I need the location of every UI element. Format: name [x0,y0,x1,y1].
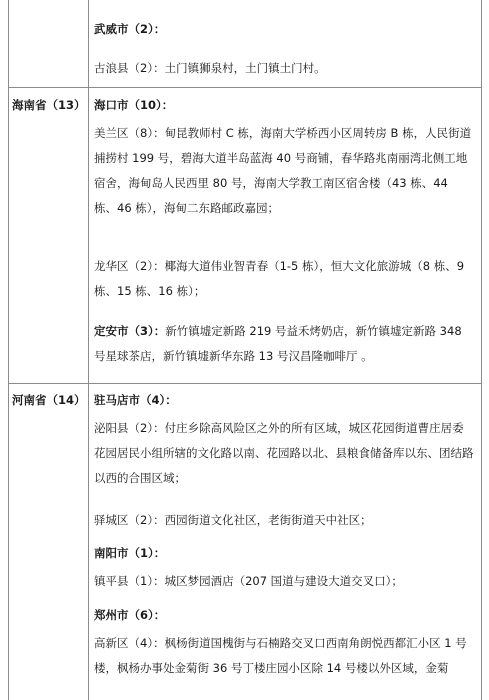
district-entry-yicheng: 驿城区（2）：西园街道文化社区，老街街道天中社区； [94,513,372,527]
city-heading-haikou: 海口市（10）： [94,98,174,112]
city-heading-dingan: 定安市（3）： [94,324,166,338]
table-border-left [8,0,9,700]
county-entry-gulang: 古浪县（2）：土门镇狮泉村，土门镇土门村。 [94,61,326,75]
city-heading-zhengzhou: 郑州市（6）： [94,608,166,622]
province-cell-hainan: 海南省（13） [12,98,86,112]
dingan-locations: 新竹镇墟定新路 219 号益禾烤奶店，新竹镇墟定新路 348 号星球茶店，新竹镇墟新华东路 13 号汉昌隆咖啡厅 。 [94,324,462,363]
county-entry-zhenping: 镇平县（1）：城区梦园酒店（207 国道与建设大道交叉口）； [94,574,403,588]
district-entry-meilan: 美兰区（8）：甸昆教师村 C 栋，海南大学桥西小区周转房 B 栋，人民街道捕捞村 199 号，碧海大道半岛蓝海 40 号商铺，春华路兆南丽湾北侧工地宿舍，海甸岛人民西里 80 号，海南大学教工南区宿舍楼（43 栋、44 栋、46 栋），海甸二东路邮政嘉园； [94,126,472,215]
table-border-right [481,0,482,700]
city-heading-zhumadian: 驻马店市（4）： [94,393,177,407]
city-entry-dingan [94,319,474,369]
district-entry-longhua: 龙华区（2）：椰海大道伟业智青春（1-5 栋），恒大文化旅游城（8 栋、9 栋、15 栋、16 栋）； [94,259,465,298]
table-column-divider [88,0,89,700]
city-heading-wuwei: 武威市（2）： [94,22,166,36]
row-divider [8,383,482,384]
province-cell-henan: 河南省（14） [12,393,86,407]
district-entry-gaoxin: 高新区（4）：枫杨街道国槐街与石楠路交叉口西南角朗悦西都汇小区 1 号楼，枫杨办事处金菊街 36 号丁楼庄园小区除 14 号楼以外区域，金菊 [94,636,467,675]
notice-table [8,0,482,700]
row-divider [8,87,482,88]
city-heading-nanyang: 南阳市（1）： [94,546,166,560]
county-entry-biyang: 泌阳县（2）：付庄乡除高风险区之外的所有区域，城区花园街道曹庄居委花园居民小组所辖的文化路以南、花园路以北、县粮食储备库以东、团结路以西的合围区域； [94,421,474,485]
